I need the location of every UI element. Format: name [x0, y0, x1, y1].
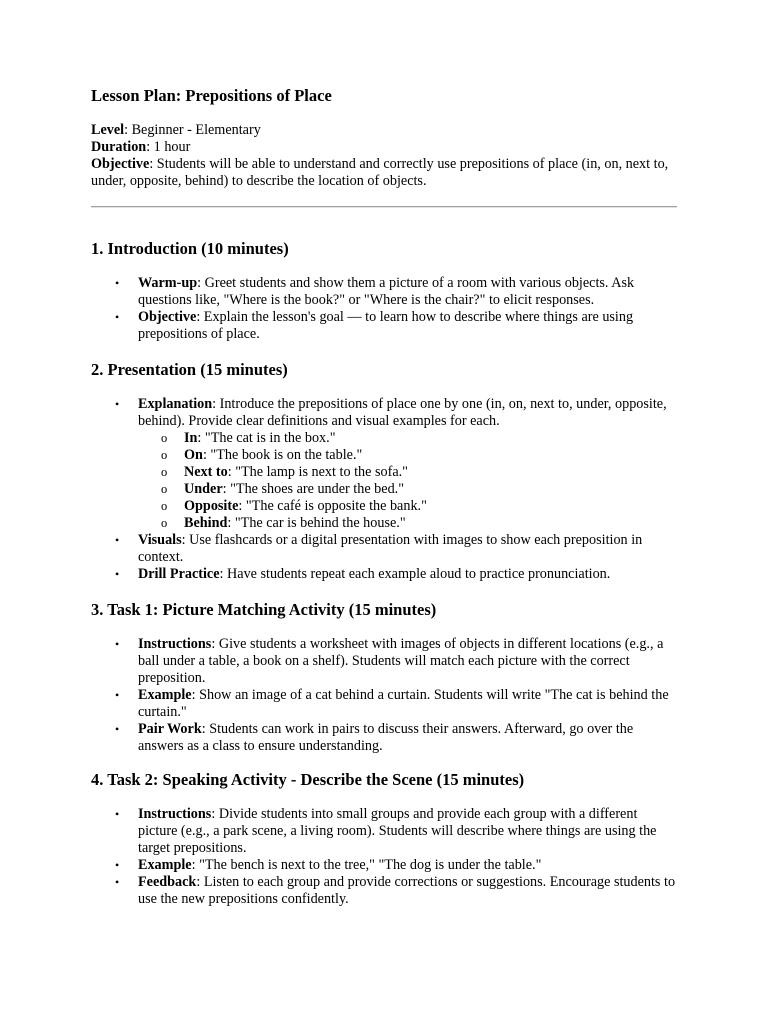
circle-bullet-icon: o	[161, 516, 168, 530]
item-text: : Show an image of a cat behind a curtain. Students will write "The cat is behind the curtain."	[138, 687, 669, 720]
section-heading-task-2: 4. Task 2: Speaking Activity - Describe the Scene (15 minutes)	[91, 770, 525, 789]
sub-list-item	[138, 498, 678, 515]
sub-list-item	[138, 515, 678, 532]
sub-list-examples	[138, 430, 678, 532]
sub-list-item	[138, 481, 678, 498]
list-item	[91, 721, 678, 755]
item-text: : Greet students and show them a picture of a room with various objects. Ask questions like, "Where is the book?" or "Where is the chair?" to elicit responses.	[138, 275, 635, 308]
circle-bullet-icon: o	[161, 499, 168, 513]
bullet-icon: •	[115, 722, 120, 736]
item-text: : Explain the lesson's goal — to learn how to describe where things are using prepositions of place.	[138, 309, 634, 342]
item-text: : Give students a worksheet with images of objects in different locations (e.g., a ball under a table, a book on a shelf). Students will match each picture with the correct preposition.	[138, 636, 664, 686]
list-item	[91, 687, 678, 721]
sub-item-label: On	[184, 447, 203, 463]
item-text: : "The bench is next to the tree," "The dog is under the table."	[191, 857, 542, 873]
item-label: Explanation	[138, 396, 213, 412]
sub-item-label: Behind	[184, 515, 228, 531]
item-text: : Divide students into small groups and provide each group with a different picture (e.g., a park scene, a living room). Students will describe where things are using the target prepositions.	[138, 806, 657, 856]
circle-bullet-icon: o	[161, 431, 168, 445]
circle-bullet-icon: o	[161, 448, 168, 462]
bullet-icon: •	[115, 875, 120, 889]
section-list-task-2	[91, 806, 678, 908]
level-value: : Beginner - Elementary	[124, 122, 261, 138]
sub-item-label: Under	[184, 481, 223, 497]
item-label: Drill Practice	[138, 566, 220, 582]
item-label: Example	[138, 857, 192, 873]
objective-value: : Students will be able to understand and correctly use prepositions of place (in, on, next to, under, opposite, behind) to describe the location of objects.	[91, 156, 669, 189]
objective-label: Objective	[91, 156, 150, 172]
item-label: Feedback	[138, 874, 197, 890]
list-item	[91, 309, 678, 343]
list-item	[91, 806, 678, 857]
item-text: : Have students repeat each example aloud to practice pronunciation.	[219, 566, 611, 582]
sub-list-item	[138, 430, 678, 447]
item-label: Example	[138, 687, 192, 703]
list-item	[91, 874, 678, 908]
sub-item-text: : "The shoes are under the bed."	[222, 481, 405, 497]
level-label: Level	[91, 122, 125, 138]
bullet-icon: •	[115, 637, 120, 651]
sub-item-label: Opposite	[184, 498, 239, 514]
bullet-icon: •	[115, 276, 120, 290]
item-label: Instructions	[138, 806, 212, 822]
section-list-task-1	[91, 636, 678, 755]
sub-item-text: : "The cat is in the box."	[197, 430, 336, 446]
item-label: Objective	[138, 309, 197, 325]
section-list-presentation	[91, 396, 678, 583]
item-text: : Introduce the prepositions of place one by one (in, on, next to, under, opposite, behind). Provide clear definitions and visual examples for each.	[138, 396, 667, 429]
sub-list-item	[138, 464, 678, 481]
sub-item-text: : "The car is behind the house."	[227, 515, 406, 531]
list-item	[91, 532, 678, 566]
circle-bullet-icon: o	[161, 465, 168, 479]
section-heading-task-1: 3. Task 1: Picture Matching Activity (15 minutes)	[91, 600, 437, 619]
bullet-icon: •	[115, 858, 120, 872]
bullet-icon: •	[115, 397, 120, 411]
item-text: : Use flashcards or a digital presentation with images to show each preposition in context.	[138, 532, 643, 565]
list-item	[91, 275, 678, 309]
lesson-meta	[91, 122, 678, 190]
horizontal-rule	[91, 206, 677, 208]
bullet-icon: •	[115, 688, 120, 702]
sub-item-label: Next to	[184, 464, 228, 480]
section-list-introduction	[91, 275, 678, 343]
bullet-icon: •	[115, 567, 120, 581]
item-label: Instructions	[138, 636, 212, 652]
bullet-icon: •	[115, 807, 120, 821]
item-text: : Students can work in pairs to discuss their answers. Afterward, go over the answers as a class to ensure understanding.	[138, 721, 634, 754]
document-title: Lesson Plan: Prepositions of Place	[91, 86, 332, 105]
section-heading-presentation: 2. Presentation (15 minutes)	[91, 360, 288, 379]
section-heading-introduction: 1. Introduction (10 minutes)	[91, 239, 289, 258]
list-item	[91, 396, 678, 532]
list-item	[91, 857, 678, 874]
item-label: Warm-up	[138, 275, 198, 291]
bullet-icon: •	[115, 310, 120, 324]
sub-list-item	[138, 447, 678, 464]
duration-label: Duration	[91, 139, 147, 155]
objective-line	[91, 156, 678, 190]
sub-item-text: : "The café is opposite the bank."	[238, 498, 427, 514]
list-item	[91, 566, 678, 583]
item-text: : Listen to each group and provide corrections or suggestions. Encourage students to use the new prepositions confidently.	[138, 874, 676, 907]
sub-item-text: : "The book is on the table."	[202, 447, 363, 463]
level-line	[91, 122, 678, 139]
sub-item-text: : "The lamp is next to the sofa."	[227, 464, 408, 480]
item-label: Visuals	[138, 532, 182, 548]
duration-line	[91, 139, 678, 156]
sub-item-label: In	[184, 430, 198, 446]
item-label: Pair Work	[138, 721, 202, 737]
duration-value: : 1 hour	[146, 139, 191, 155]
list-item	[91, 636, 678, 687]
circle-bullet-icon: o	[161, 482, 168, 496]
bullet-icon: •	[115, 533, 120, 547]
